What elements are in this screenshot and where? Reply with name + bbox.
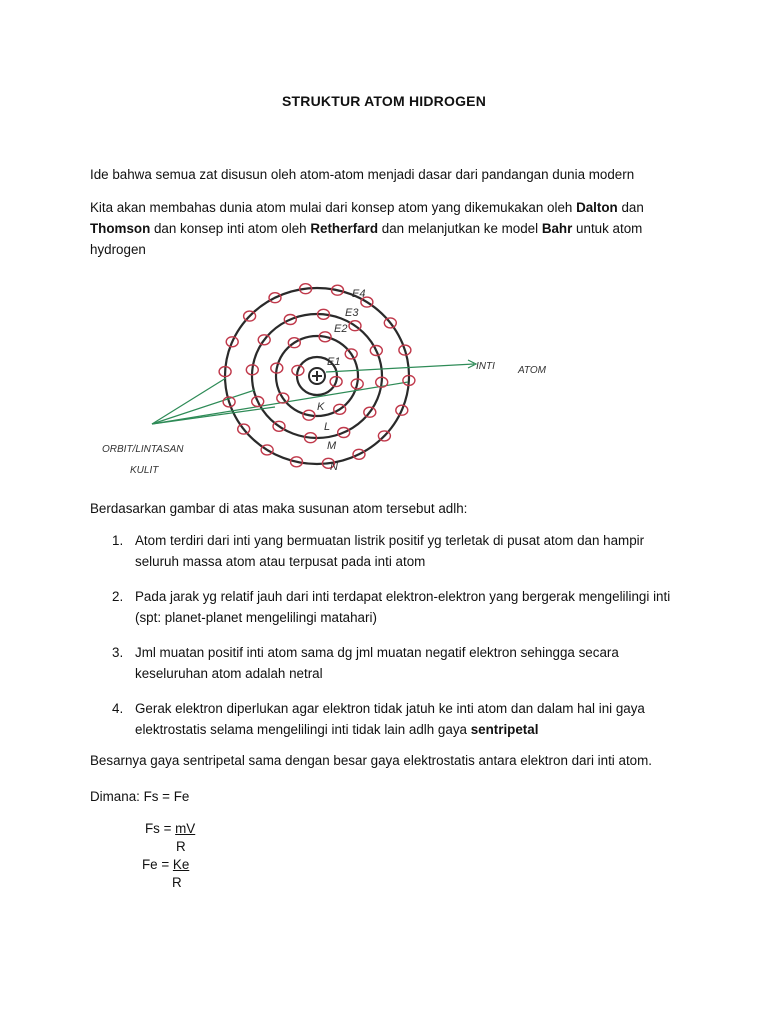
findings-list <box>90 530 690 754</box>
inti-pointer-line <box>326 364 474 372</box>
list-item: 3. Jml muatan positif inti atom sama dg jml muatan negatif elektron sehingga secara keseluruhan atom adalah netral <box>112 645 619 681</box>
formula-fe-denominator: R <box>172 875 182 890</box>
energy-label-e2: E2 <box>334 323 348 335</box>
label-inti: INTI <box>476 361 495 372</box>
energy-label-e3: E3 <box>345 307 359 319</box>
formula-fs: Fs = mV <box>145 821 196 836</box>
formula-fe-numerator: Ke <box>172 857 190 872</box>
label-kulit: KULIT <box>130 465 159 476</box>
history-paragraph: Kita akan membahas dunia atom mulai dari konsep atom yang dikemukakan oleh Dalton dan Thomson dan konsep inti atom oleh Retherfard dan melanjutkan ke model Bahr untuk atom hydrogen <box>90 200 644 257</box>
formula-fe: Fe = Ke <box>142 857 190 872</box>
atom-diagram <box>90 272 676 484</box>
shell-label-m: M <box>327 440 337 452</box>
intro-paragraph: Ide bahwa semua zat disusun oleh atom-atom menjadi dasar dari pandangan dunia modern <box>90 167 635 182</box>
shell-label-n: N <box>330 461 338 473</box>
label-atom: ATOM <box>518 365 546 376</box>
energy-label-e4: E4 <box>352 288 366 300</box>
summary-intro: Berdasarkan gambar di atas maka susunan atom tersebut adlh: <box>90 501 468 516</box>
force-paragraph: Besarnya gaya sentripetal sama dengan besar gaya elektrostatis antara elektron dari inti atom. <box>90 753 652 768</box>
page-title: STRUKTUR ATOM HIDROGEN <box>281 93 487 109</box>
list-item: 2. Pada jarak yg relatif jauh dari inti terdapat elektron-elektron yang bergerak mengelilingi inti (spt: planet-planet mengelilingi matahari) <box>112 589 671 625</box>
atom-diagram-svg <box>90 272 676 484</box>
name-thomson: Thomson <box>90 221 151 236</box>
shell-label-l: L <box>324 421 331 433</box>
list-item: 1. Atom terdiri dari inti yang bermuatan listrik positif yg terletak di pusat atom dan hampir seluruh massa atom atau terpusat pada inti atom <box>112 533 645 569</box>
name-dalton: Dalton <box>576 200 618 215</box>
shell-label-k: K <box>317 401 325 413</box>
term-sentripetal: sentripetal <box>470 722 539 737</box>
orbit-pointer-line-2 <box>152 390 255 424</box>
nucleus <box>309 368 325 384</box>
formula-fs-numerator: mV <box>175 821 196 836</box>
formula-fs-denominator: R <box>176 839 186 854</box>
label-orbit-lintasan: ORBIT/LINTASAN <box>102 444 184 455</box>
orbit-pointer-line-1 <box>152 378 226 424</box>
where-line: Dimana: Fs = Fe <box>90 789 190 804</box>
list-item: 4. Gerak elektron diperlukan agar elektron tidak jatuh ke inti atom dan dalam hal ini gaya elektrostatis selama mengelilingi inti tidak lain adlh gaya sentripetal <box>112 701 645 737</box>
energy-label-e1: E1 <box>327 356 341 368</box>
name-bahr: Bahr <box>541 221 573 236</box>
name-retherfard: Retherfard <box>310 221 379 236</box>
